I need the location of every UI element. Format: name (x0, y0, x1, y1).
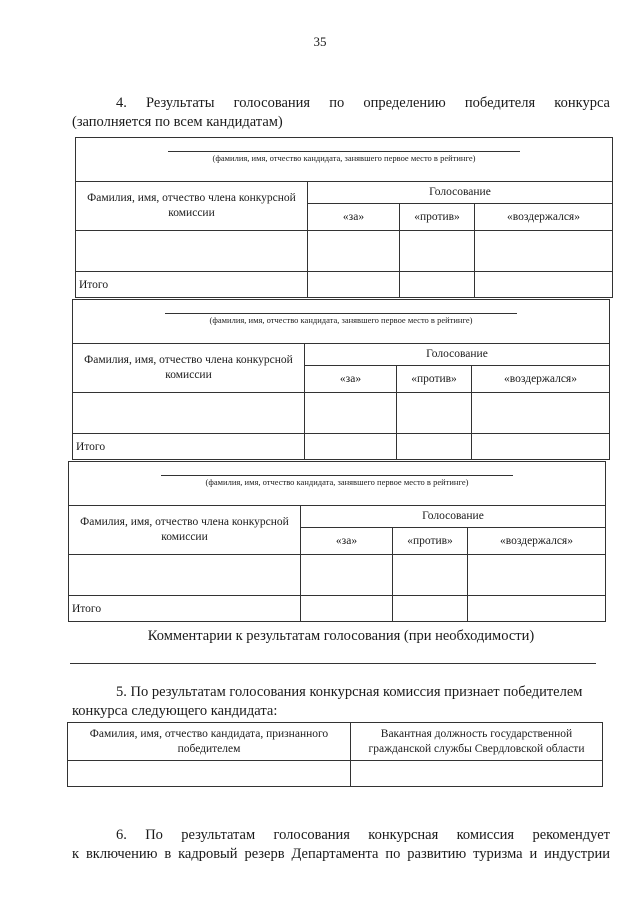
candidate-name-line (168, 151, 520, 152)
comments-field-line[interactable] (70, 663, 596, 664)
abstain-header: «воздержался» (472, 365, 610, 392)
total-abstain-cell[interactable] (472, 434, 610, 460)
vote-table-1 (75, 137, 613, 298)
table-row (76, 231, 613, 272)
member-name-cell[interactable] (73, 393, 305, 434)
voting-header: Голосование (308, 182, 613, 204)
section-4-heading (72, 94, 610, 132)
against-cell[interactable] (397, 393, 472, 434)
member-name-header: Фамилия, имя, отчество члена конкурсной комиссии (69, 506, 301, 555)
candidate-name-field[interactable] (76, 138, 613, 182)
winner-name-cell[interactable] (68, 761, 351, 787)
total-label: Итого (76, 272, 308, 298)
for-cell[interactable] (301, 555, 393, 596)
section-4-line-1: 4. Результаты голосования по определению победителя конкурса (116, 95, 610, 111)
abstain-cell[interactable] (468, 555, 606, 596)
candidate-name-field[interactable] (69, 462, 606, 506)
comments-title: Комментарии к результатам голосования (при необходимости) (147, 628, 535, 644)
voting-header: Голосование (305, 344, 610, 366)
abstain-cell[interactable] (472, 393, 610, 434)
abstain-header: «воздержался» (475, 203, 613, 230)
candidate-name-field[interactable] (73, 300, 610, 344)
abstain-cell[interactable] (475, 231, 613, 272)
vacancy-header: Вакантная должность государственной гражданской службы Свердловской области (351, 723, 603, 761)
section-6-line-2: к включению в кадровый резерв Департамента по развитию туризма и индустрии (72, 846, 610, 862)
table-row (68, 761, 603, 787)
vacancy-cell[interactable] (351, 761, 603, 787)
total-label: Итого (73, 434, 305, 460)
for-header: «за» (301, 527, 393, 554)
member-name-header: Фамилия, имя, отчество члена конкурсной комиссии (76, 182, 308, 231)
total-row (73, 434, 610, 460)
total-for-cell[interactable] (301, 596, 393, 622)
candidate-caption: (фамилия, имя, отчество кандидата, занявшего первое место в рейтинге) (209, 315, 473, 325)
voting-header: Голосование (301, 506, 606, 528)
total-abstain-cell[interactable] (468, 596, 606, 622)
total-abstain-cell[interactable] (475, 272, 613, 298)
abstain-header: «воздержался» (468, 527, 606, 554)
candidate-name-line (161, 475, 513, 476)
candidate-name-line (165, 313, 517, 314)
total-row (69, 596, 606, 622)
section-4-line-2: (заполняется по всем кандидатам) (72, 114, 283, 130)
total-row (76, 272, 613, 298)
total-against-cell[interactable] (393, 596, 468, 622)
vote-table-2 (72, 299, 610, 460)
winner-table (67, 722, 603, 787)
against-header: «против» (400, 203, 475, 230)
candidate-caption: (фамилия, имя, отчество кандидата, занявшего первое место в рейтинге) (212, 153, 476, 163)
for-header: «за» (305, 365, 397, 392)
table-row (73, 393, 610, 434)
for-cell[interactable] (308, 231, 400, 272)
for-header: «за» (308, 203, 400, 230)
against-header: «против» (397, 365, 472, 392)
for-cell[interactable] (305, 393, 397, 434)
section-6-line-1: 6. По результатам голосования конкурсная комиссия рекомендует (116, 827, 610, 843)
candidate-caption: (фамилия, имя, отчество кандидата, занявшего первое место в рейтинге) (205, 477, 469, 487)
against-header: «против» (393, 527, 468, 554)
total-for-cell[interactable] (308, 272, 400, 298)
total-against-cell[interactable] (400, 272, 475, 298)
winner-name-header: Фамилия, имя, отчество кандидата, признанного победителем (68, 723, 351, 761)
total-against-cell[interactable] (397, 434, 472, 460)
table-row (69, 555, 606, 596)
section-5-line-2: конкурса следующего кандидата: (72, 703, 278, 719)
member-name-cell[interactable] (76, 231, 308, 272)
total-for-cell[interactable] (305, 434, 397, 460)
section-6-text (72, 826, 610, 864)
section-5-text (72, 683, 610, 721)
against-cell[interactable] (400, 231, 475, 272)
vote-table-3 (68, 461, 606, 622)
member-name-header: Фамилия, имя, отчество члена конкурсной комиссии (73, 344, 305, 393)
total-label: Итого (69, 596, 301, 622)
page-number: 35 (313, 34, 327, 49)
section-5-line-1: 5. По результатам голосования конкурсная комиссия признает победителем (116, 684, 583, 700)
against-cell[interactable] (393, 555, 468, 596)
member-name-cell[interactable] (69, 555, 301, 596)
